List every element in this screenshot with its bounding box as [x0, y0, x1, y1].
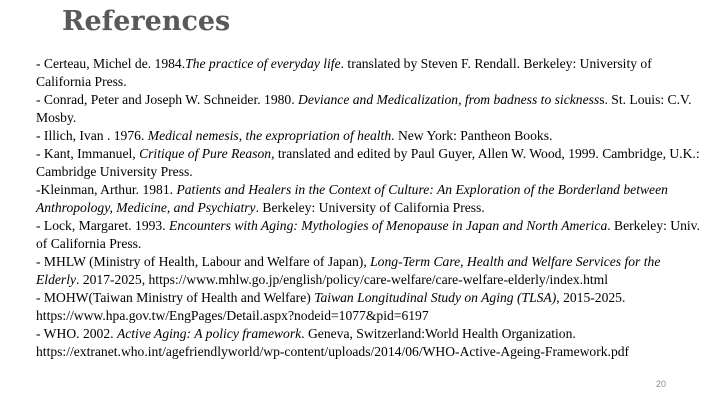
reference-item: - Lock, Margaret. 1993. Encounters with Aging: Mythologies of Menopause in Japan and North America. Berkeley: Univ. of California Press. — [36, 218, 700, 251]
reference-title: Patients and Healers in the Context of Culture: An Exploration of the Borderland between Anthropology, Medicine, and Psychiatry — [36, 182, 668, 215]
reference-item: - MOHW(Taiwan Ministry of Health and Welfare) Taiwan Longitudinal Study on Aging (TLSA), 2015-2025. https://www.hpa.gov.tw/EngPages/Detail.aspx?nodeid=1077&pid=6197 — [36, 290, 626, 323]
reference-title: Medical nemesis, the expropriation of health — [147, 128, 392, 143]
reference-item: - MHLW (Ministry of Health, Labour and Welfare of Japan), Long-Term Care, Health and Welfare Services for the Elderly. 2017-2025, https://www.mhlw.go.jp/english/policy/care-welfare/care-welfare-elderly/index.html — [36, 254, 661, 287]
reference-title: The practice of everyday life — [185, 56, 341, 71]
reference-item: - Kant, Immanuel, Critique of Pure Reason, translated and edited by Paul Guyer, Allen W. Wood, 1999. Cambridge, U.K.: Cambridge University Press. — [36, 146, 700, 179]
reference-title: Critique of Pure Reason — [139, 146, 272, 161]
reference-title: Deviance and Medicalization, from badness to sickness — [298, 92, 600, 107]
references-list — [36, 55, 704, 361]
reference-item: - Certeau, Michel de. 1984.The practice of everyday life. translated by Steven F. Rendall. Berkeley: University of California Press. — [36, 56, 652, 89]
reference-item: - Conrad, Peter and Joseph W. Schneider. 1980. Deviance and Medicalization, from badness to sicknesss. St. Louis: C.V. Mosby. — [36, 92, 692, 125]
reference-title: Encounters with Aging: Mythologies of Menopause in Japan and North America — [169, 218, 608, 233]
page-number: 20 — [655, 379, 666, 389]
reference-title: Active Aging: A policy framework — [116, 326, 302, 341]
slide-title: References — [62, 6, 231, 37]
reference-title: Long-Term Care, Health and Welfare Services for the Elderly — [36, 254, 661, 287]
reference-title: Taiwan Longitudinal Study on Aging (TLSA) — [314, 290, 557, 305]
reference-item: -Kleinman, Arthur. 1981. Patients and Healers in the Context of Culture: An Exploration of the Borderland between Anthropology, Medicine, and Psychiatry. Berkeley: University of California Press. — [36, 182, 668, 215]
reference-item: - Illich, Ivan . 1976. Medical nemesis, the expropriation of health. New York: Pantheon Books. — [36, 128, 553, 143]
reference-item: - WHO. 2002. Active Aging: A policy framework. Geneva, Switzerland:World Health Organization. https://extranet.who.int/agefriendlyworld/wp-content/uploads/2014/06/WHO-Active-Ageing-Framework.pdf — [36, 326, 630, 359]
